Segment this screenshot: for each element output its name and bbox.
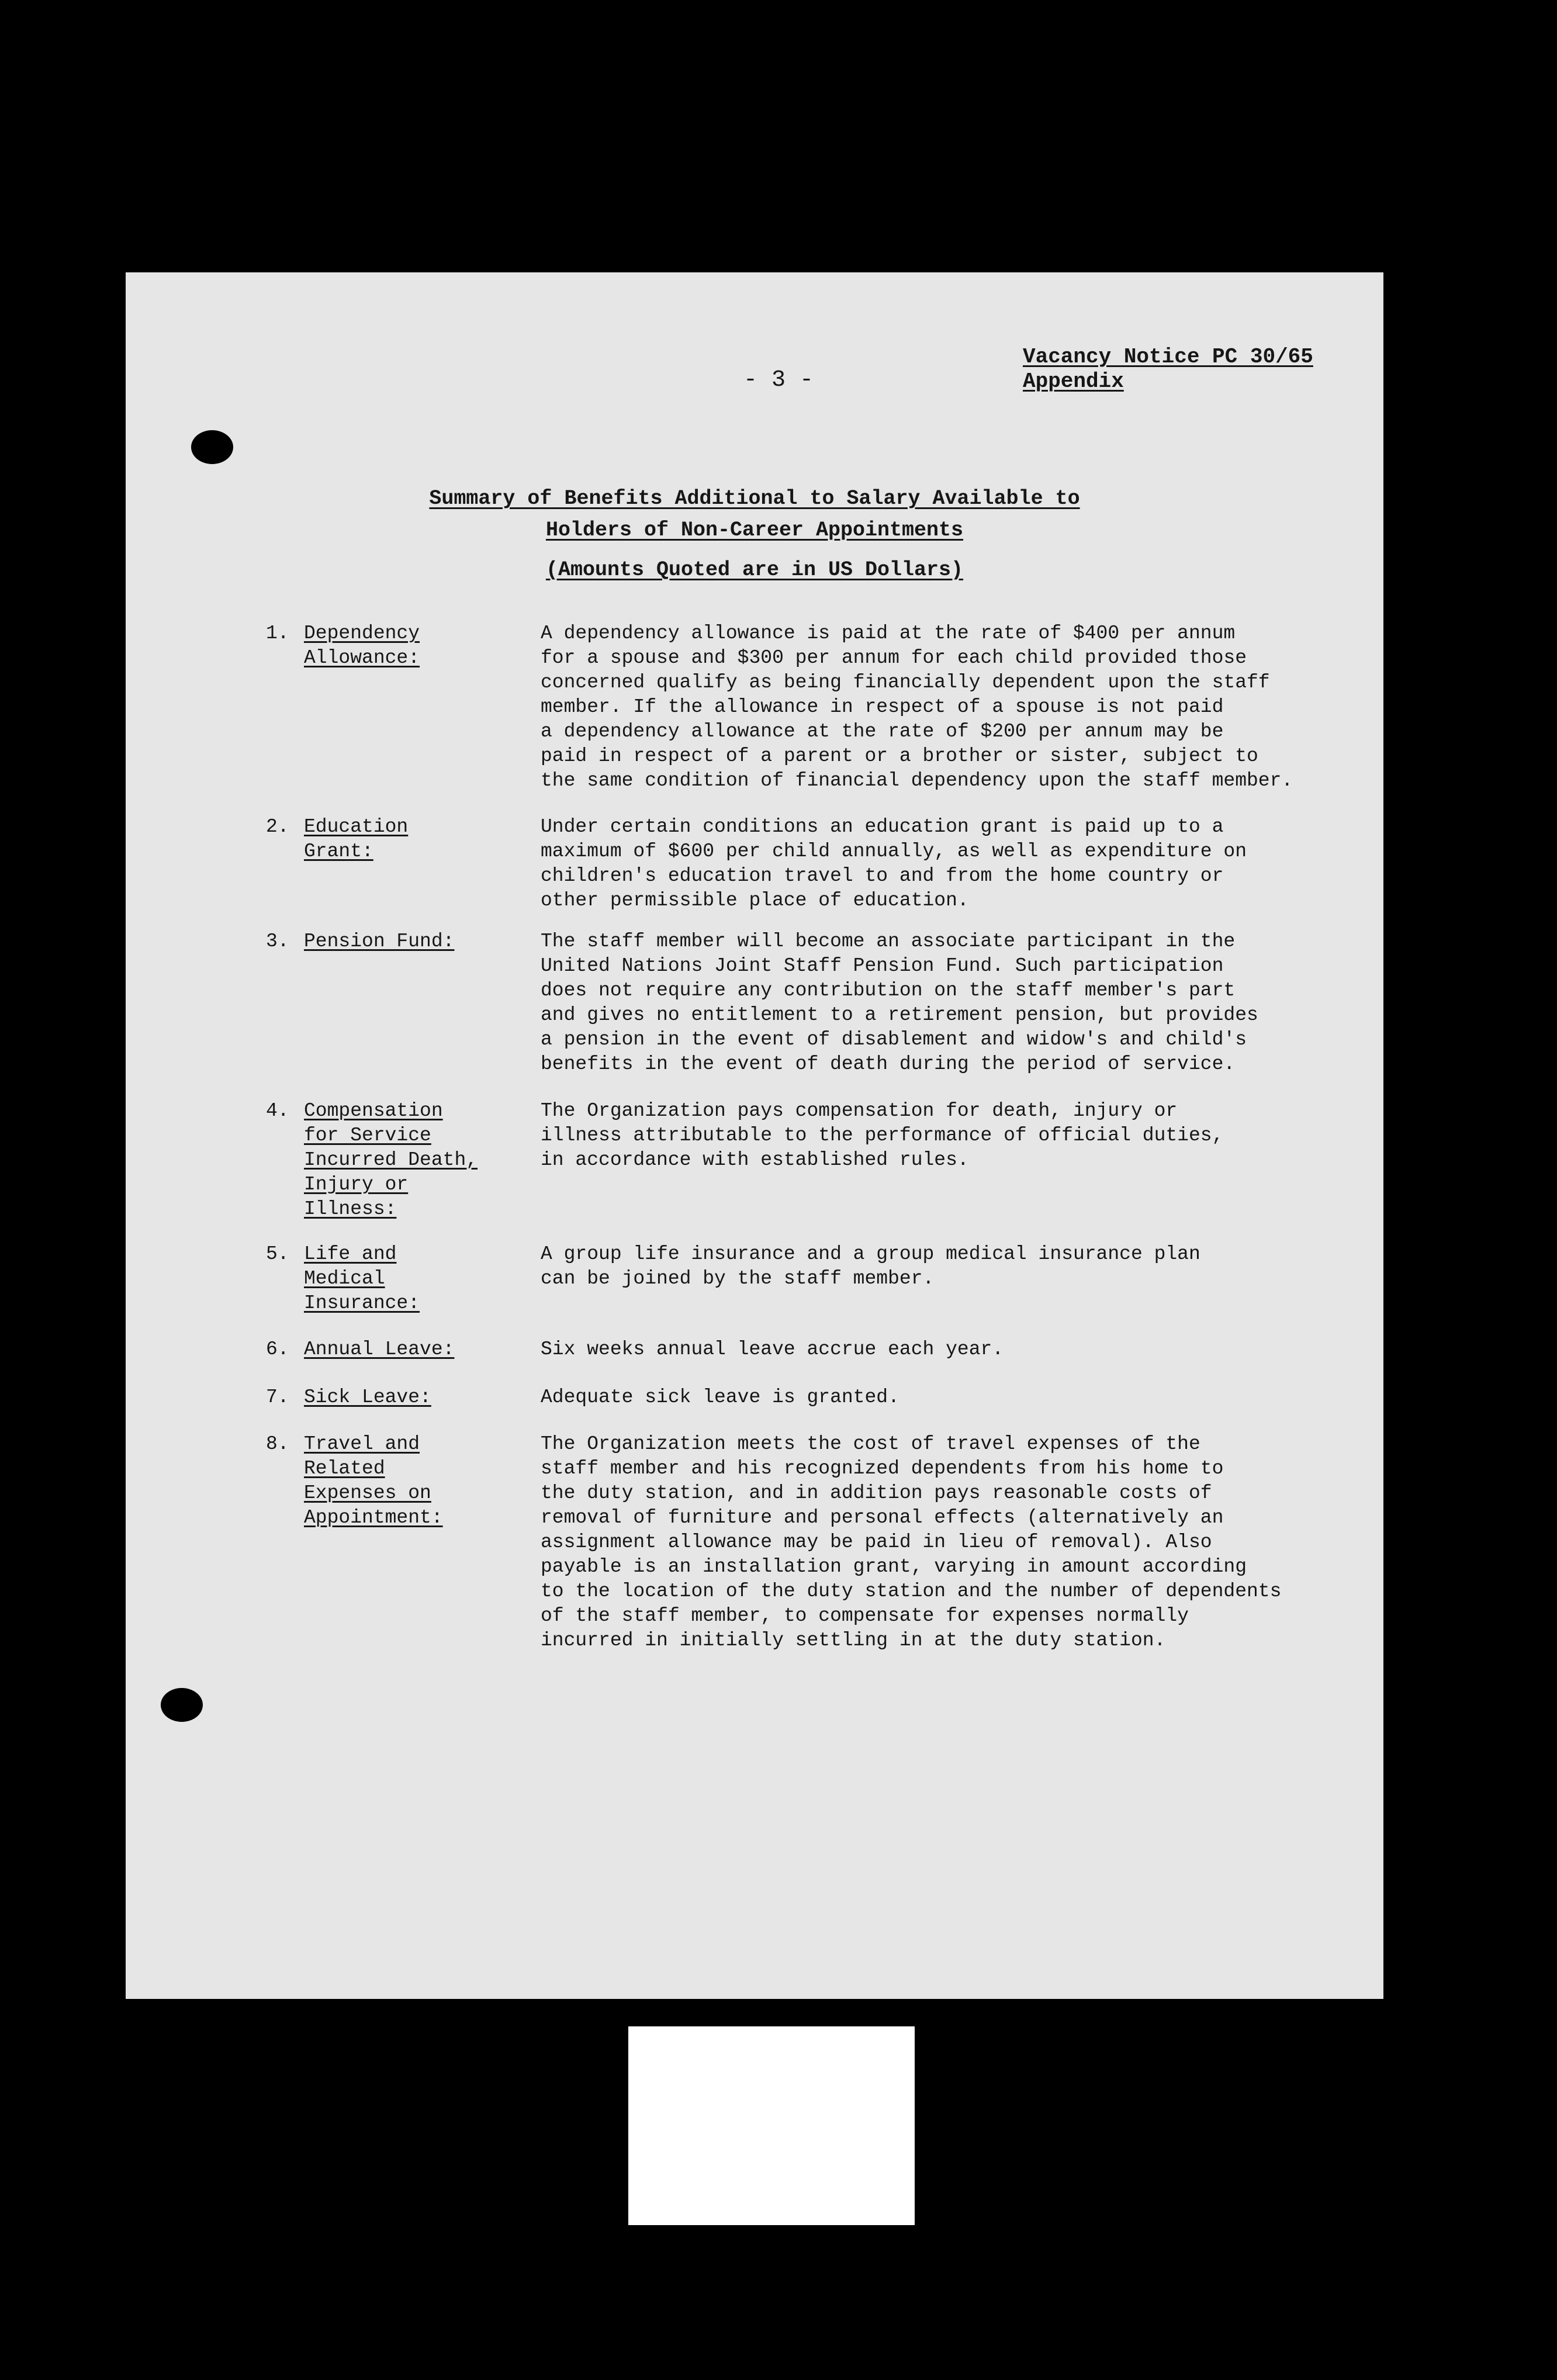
item-number: 1.: [266, 622, 289, 644]
vacancy-notice-reference: Vacancy Notice PC 30/65: [1023, 345, 1313, 369]
item-heading-line: Grant:: [304, 840, 373, 862]
item-body: The staff member will become an associate participant in the United Nations Joint Staff Pension Fund. Such participation does not require any contribution on the staff member's part and gives no entitlement to a retirement pension, but provides a pension in the event of disablement and widow's and child's benefits in the event of death during the period of service.: [541, 930, 1258, 1075]
item-number: 4.: [266, 1100, 289, 1122]
item-heading-line: Travel and: [304, 1433, 420, 1455]
item-number: 8.: [266, 1433, 289, 1455]
document-title: [126, 483, 1383, 586]
item-heading-line: Appointment:: [304, 1507, 443, 1528]
item-heading-line: Dependency: [304, 622, 420, 644]
item-body: A dependency allowance is paid at the rate of $400 per annum for a spouse and $300 per annum for each child provided those concerned qualify as being financially dependent upon the staff member. If the allowance in respect of a spouse is not paid a dependency allowance at the rate of $200 per annum may be paid in respect of a parent or a brother or sister, subject to the same condition of financial dependency upon the staff member.: [541, 622, 1293, 791]
item-heading-line: Allowance:: [304, 647, 420, 669]
appendix-label: Appendix: [1023, 369, 1124, 393]
item-heading: [304, 1385, 520, 1410]
item-heading-line: Insurance:: [304, 1292, 420, 1314]
item-heading-line: Related: [304, 1458, 385, 1479]
punch-hole: [191, 430, 233, 464]
item-body: The Organization meets the cost of travel expenses of the staff member and his recognized dependents from his home to the duty station, and in addition pays reasonable costs of removal of furniture and personal effects (alternatively an assignment allowance may be paid in lieu of removal). Also payable is an installation grant, varying in amount according to the location of the duty station and the number of dependents of the staff member, to compensate for expenses normally incurred in initially settling in at the duty station.: [541, 1433, 1282, 1651]
item-heading-line: Injury or: [304, 1174, 409, 1195]
item-number: 7.: [266, 1386, 289, 1408]
item-heading-line: Education: [304, 816, 409, 838]
item-heading: [304, 1099, 520, 1222]
item-heading-line: Expenses on: [304, 1482, 431, 1504]
item-number: 6.: [266, 1338, 289, 1360]
item-body: Under certain conditions an education grant is paid up to a maximum of $600 per child annually, as well as expenditure on children's education travel to and from the home country or other permissible place of education.: [541, 816, 1247, 911]
item-body: A group life insurance and a group medical insurance plan can be joined by the staff member.: [541, 1243, 1200, 1289]
item-heading-line: Compensation: [304, 1100, 443, 1122]
document-page: [126, 272, 1383, 1999]
item-number: 3.: [266, 930, 289, 952]
item-body: Six weeks annual leave accrue each year.: [541, 1338, 1004, 1360]
item-heading-line: Medical: [304, 1268, 385, 1289]
item-heading-line: Illness:: [304, 1198, 397, 1220]
item-heading-line: Life and: [304, 1243, 397, 1265]
reference-block: [1023, 345, 1313, 394]
item-heading: [304, 815, 520, 864]
item-heading-line: Incurred Death,: [304, 1149, 478, 1171]
item-number: 2.: [266, 816, 289, 838]
item-heading-line: Sick Leave:: [304, 1386, 431, 1408]
item-heading: [304, 621, 520, 670]
item-heading-line: for Service: [304, 1125, 431, 1146]
item-number: 5.: [266, 1243, 289, 1265]
title-line-2: Holders of Non-Career Appointments: [545, 518, 964, 542]
item-heading-line: Annual Leave:: [304, 1338, 455, 1360]
item-heading: [304, 929, 520, 954]
item-heading: [304, 1337, 520, 1362]
blank-label-card: [628, 2026, 915, 2225]
page-number: - 3 -: [743, 367, 814, 393]
item-heading: [304, 1432, 520, 1530]
item-body: The Organization pays compensation for death, injury or illness attributable to the performance of official duties, in accordance with established rules.: [541, 1100, 1224, 1171]
punch-hole: [161, 1688, 203, 1722]
item-heading-line: Pension Fund:: [304, 930, 455, 952]
item-body: Adequate sick leave is granted.: [541, 1386, 899, 1408]
item-heading: [304, 1242, 520, 1316]
title-line-1: Summary of Benefits Additional to Salary Available to: [429, 487, 1080, 510]
title-line-3: (Amounts Quoted are in US Dollars): [545, 558, 964, 582]
